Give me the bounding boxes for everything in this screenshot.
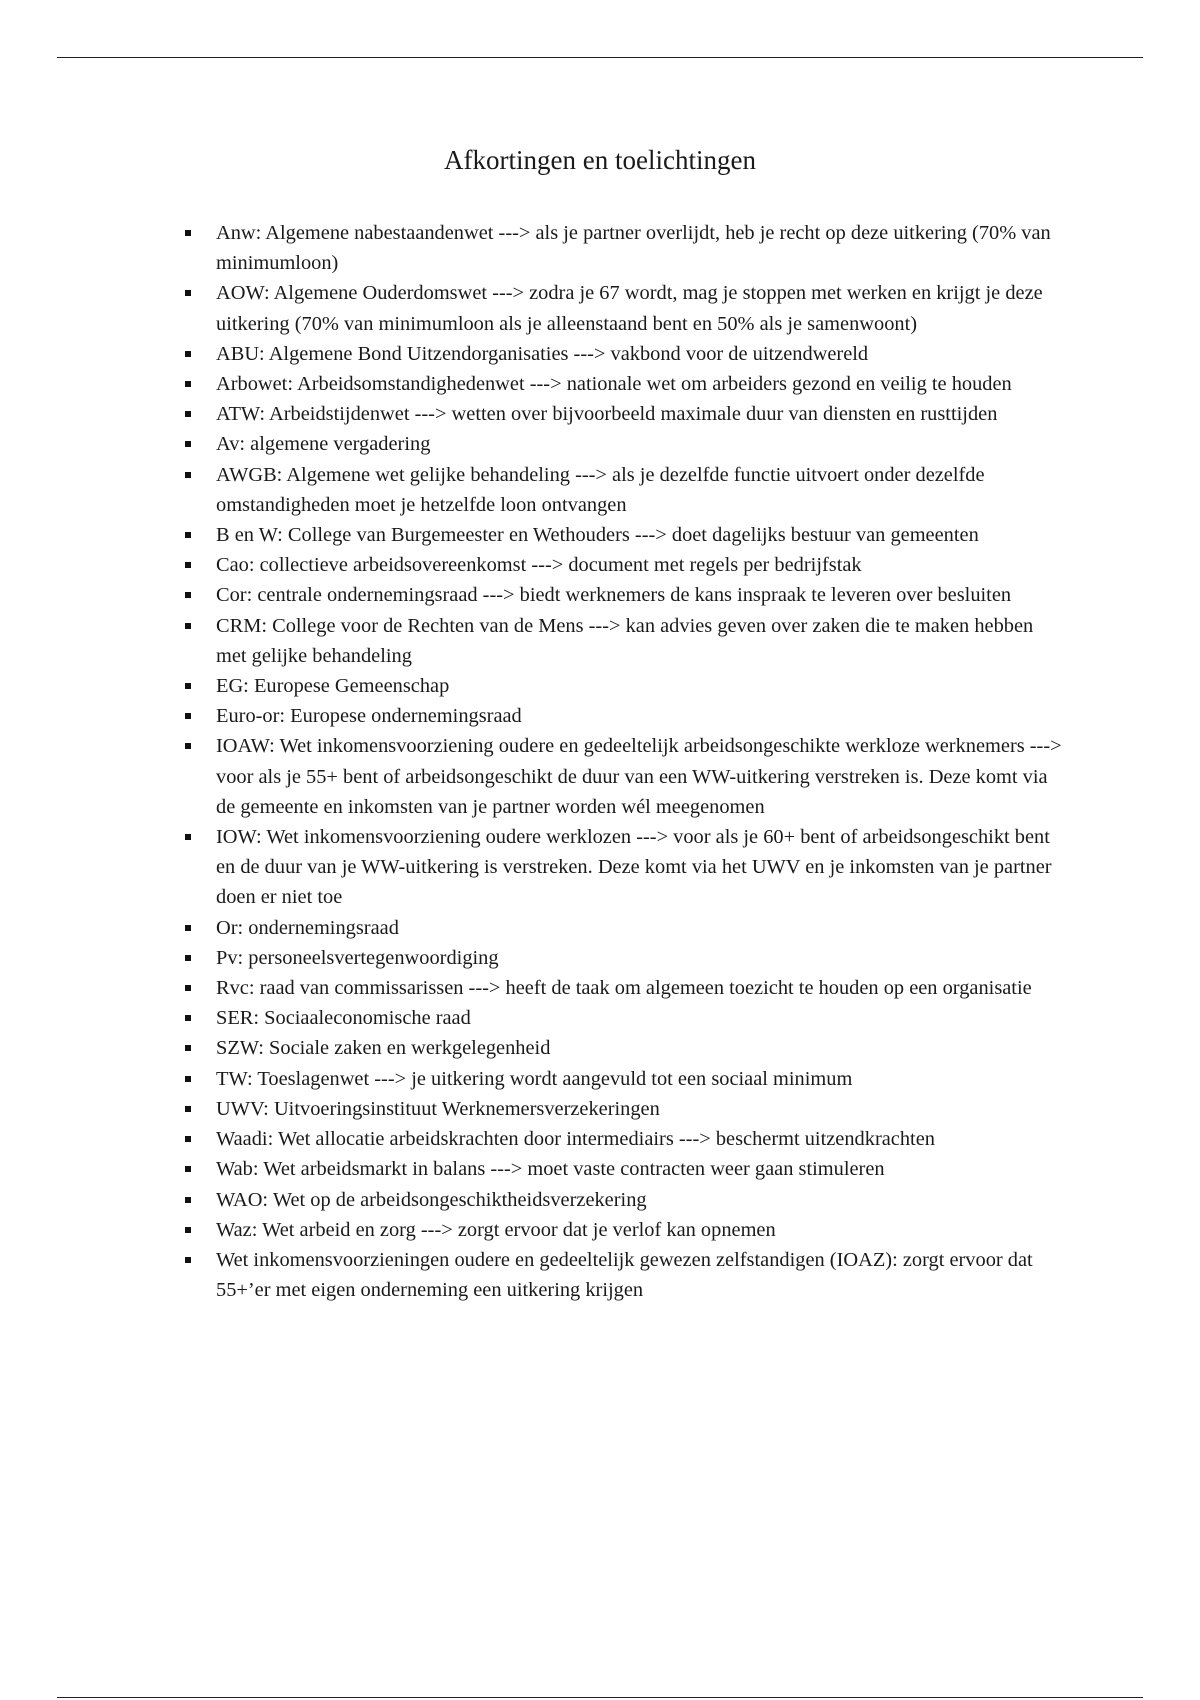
square-bullet-icon bbox=[185, 1227, 191, 1233]
list-item bbox=[216, 580, 1066, 610]
footer-rule bbox=[57, 1697, 1143, 1698]
square-bullet-icon bbox=[185, 1257, 191, 1263]
square-bullet-icon bbox=[185, 623, 191, 629]
list-item bbox=[216, 1215, 1066, 1245]
square-bullet-icon bbox=[185, 834, 191, 840]
list-item-text: Or: ondernemingsraad bbox=[216, 916, 399, 939]
list-item-text: IOW: Wet inkomensvoorziening oudere werklozen ---> voor als je 60+ bent of arbeidsongeschikt bent en de duur van je WW-uitkering is verstreken. Deze komt via het UWV en je inkomsten van je partner doen er niet toe bbox=[216, 826, 1052, 909]
square-bullet-icon bbox=[185, 985, 191, 991]
list-item-text: Wet inkomensvoorzieningen oudere en gedeeltelijk gewezen zelfstandigen (IOAZ): zorgt ervoor dat 55+’er met eigen onderneming een uitkering krijgen bbox=[216, 1248, 1033, 1302]
list-item-text: Rvc: raad van commissarissen ---> heeft de taak om algemeen toezicht te houden op een organisatie bbox=[216, 977, 1032, 1000]
list-item-text: B en W: College van Burgemeester en Wethouders ---> doet dagelijks bestuur van gemeenten bbox=[216, 524, 979, 547]
square-bullet-icon bbox=[185, 381, 191, 387]
list-item-text: Pv: personeelsvertegenwoordiging bbox=[216, 946, 499, 969]
list-item bbox=[216, 1094, 1066, 1124]
page-title: Afkortingen en toelichtingen bbox=[444, 145, 756, 175]
list-item-text: SZW: Sociale zaken en werkgelegenheid bbox=[216, 1037, 551, 1060]
square-bullet-icon bbox=[185, 1106, 191, 1112]
square-bullet-icon bbox=[185, 713, 191, 719]
list-item-text: Waadi: Wet allocatie arbeidskrachten door intermediairs ---> beschermt uitzendkrachten bbox=[216, 1128, 935, 1151]
list-item bbox=[216, 460, 1066, 520]
list-item bbox=[216, 913, 1066, 943]
list-item bbox=[216, 822, 1066, 913]
square-bullet-icon bbox=[185, 290, 191, 296]
abbreviation-list bbox=[216, 218, 1066, 1305]
list-item-text: SER: Sociaaleconomische raad bbox=[216, 1007, 471, 1030]
square-bullet-icon bbox=[185, 532, 191, 538]
list-item bbox=[216, 278, 1066, 338]
list-item-text: UWV: Uitvoeringsinstituut Werknemersverzekeringen bbox=[216, 1097, 660, 1120]
list-item bbox=[216, 369, 1066, 399]
square-bullet-icon bbox=[185, 955, 191, 961]
list-item bbox=[216, 1003, 1066, 1033]
list-item-text: Anw: Algemene nabestaandenwet ---> als je partner overlijdt, heb je recht op deze uitkering (70% van minimumloon) bbox=[216, 222, 1051, 275]
list-item-text: WAO: Wet op de arbeidsongeschiktheidsverzekering bbox=[216, 1188, 647, 1211]
list-item-text: AWGB: Algemene wet gelijke behandeling ---> als je dezelfde functie uitvoert onder dezelfde omstandigheden moet je hetzelfde loon ontvangen bbox=[216, 463, 985, 516]
list-item bbox=[216, 731, 1066, 822]
list-item bbox=[216, 339, 1066, 369]
square-bullet-icon bbox=[185, 230, 191, 236]
list-item-text: EG: Europese Gemeenschap bbox=[216, 675, 450, 698]
list-item-text: Wab: Wet arbeidsmarkt in balans ---> moet vaste contracten weer gaan stimuleren bbox=[216, 1158, 885, 1181]
square-bullet-icon bbox=[185, 683, 191, 689]
square-bullet-icon bbox=[185, 441, 191, 447]
square-bullet-icon bbox=[185, 1166, 191, 1172]
list-item bbox=[216, 973, 1066, 1003]
square-bullet-icon bbox=[185, 1076, 191, 1082]
square-bullet-icon bbox=[185, 1136, 191, 1142]
square-bullet-icon bbox=[185, 351, 191, 357]
header-rule bbox=[57, 57, 1143, 58]
square-bullet-icon bbox=[185, 592, 191, 598]
list-item bbox=[216, 1033, 1066, 1063]
square-bullet-icon bbox=[185, 925, 191, 931]
square-bullet-icon bbox=[185, 743, 191, 749]
list-item bbox=[216, 671, 1066, 701]
list-item-text: Cao: collectieve arbeidsovereenkomst ---> document met regels per bedrijfstak bbox=[216, 554, 862, 577]
list-item bbox=[216, 943, 1066, 973]
square-bullet-icon bbox=[185, 472, 191, 478]
list-item-text: TW: Toeslagenwet ---> je uitkering wordt aangevuld tot een sociaal minimum bbox=[216, 1067, 853, 1090]
list-item bbox=[216, 429, 1066, 459]
list-item-text: Cor: centrale ondernemingsraad ---> biedt werknemers de kans inspraak te leveren over besluiten bbox=[216, 584, 1012, 607]
list-item-text: ATW: Arbeidstijdenwet ---> wetten over bijvoorbeeld maximale duur van diensten en rusttijden bbox=[216, 403, 998, 426]
list-item bbox=[216, 218, 1066, 278]
list-item bbox=[216, 520, 1066, 550]
square-bullet-icon bbox=[185, 1045, 191, 1051]
list-item-text: Av: algemene vergadering bbox=[216, 433, 431, 456]
list-item bbox=[216, 1154, 1066, 1184]
list-item-text: Waz: Wet arbeid en zorg ---> zorgt ervoor dat je verlof kan opnemen bbox=[216, 1218, 776, 1241]
square-bullet-icon bbox=[185, 1015, 191, 1021]
list-item-text: IOAW: Wet inkomensvoorziening oudere en gedeeltelijk arbeidsongeschikte werkloze werknemers ---> voor als je 55+ bent of arbeidsongeschikt de duur van een WW-uitkering verstreken is. Deze komt via de gemeente en inkomsten van je partner worden wél meegenomen bbox=[216, 735, 1062, 818]
list-item bbox=[216, 701, 1066, 731]
list-item-text: AOW: Algemene Ouderdomswet ---> zodra je 67 wordt, mag je stoppen met werken en krijgt je deze uitkering (70% van minimumloon als je alleenstaand bent en 50% als je samenwoont) bbox=[216, 282, 1043, 335]
list-item bbox=[216, 1245, 1066, 1305]
list-item bbox=[216, 550, 1066, 580]
list-item-text: Euro-or: Europese ondernemingsraad bbox=[216, 705, 522, 728]
square-bullet-icon bbox=[185, 1197, 191, 1203]
list-item-text: ABU: Algemene Bond Uitzendorganisaties ---> vakbond voor de uitzendwereld bbox=[216, 342, 869, 365]
list-item bbox=[216, 1124, 1066, 1154]
list-item bbox=[216, 611, 1066, 671]
square-bullet-icon bbox=[185, 562, 191, 568]
list-item bbox=[216, 1185, 1066, 1215]
list-item-text: Arbowet: Arbeidsomstandighedenwet ---> nationale wet om arbeiders gezond en veilig te houden bbox=[216, 373, 1012, 396]
list-item-text: CRM: College voor de Rechten van de Mens ---> kan advies geven over zaken die te maken hebben met gelijke behandeling bbox=[216, 614, 1034, 667]
square-bullet-icon bbox=[185, 411, 191, 417]
list-item bbox=[216, 1064, 1066, 1094]
list-item bbox=[216, 399, 1066, 429]
